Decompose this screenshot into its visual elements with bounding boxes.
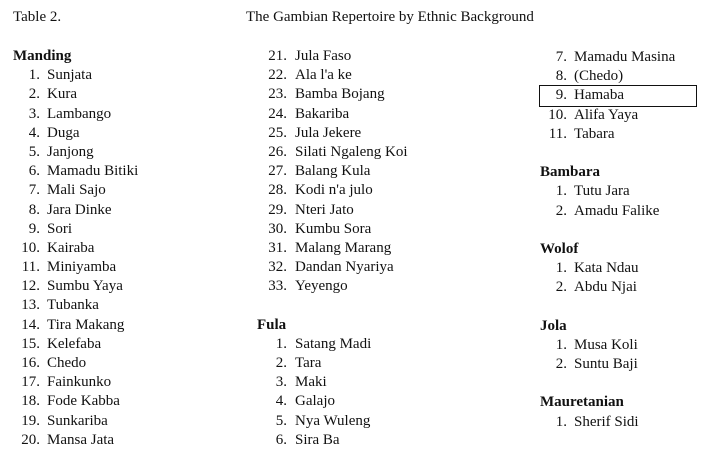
item-name: Kura [47,86,77,103]
item-number: 2. [275,355,287,371]
group-spacer [540,144,708,163]
item-name: Kumbu Sora [295,220,372,237]
highlighted-list-item [540,86,696,105]
item-name: Jara Dinke [47,201,112,218]
list-item [540,202,708,221]
item-number: 22. [268,67,287,84]
item-number: 33. [268,278,287,295]
item-number: 31. [268,239,287,256]
item-number: 2. [555,356,567,372]
item-name: Silati Ngaleng Koi [295,143,408,160]
item-number: 27. [268,163,287,180]
item-number: 10. [548,106,567,123]
item-number: 12. [21,278,40,295]
list-item [257,412,497,431]
list-item [257,105,497,124]
group-spacer [257,296,497,315]
item-name: Abdu Njai [574,279,637,296]
item-number: 8. [28,201,40,218]
item-number: 17. [21,374,40,391]
item-name: Tira Makang [47,316,125,333]
list-item [257,162,497,181]
item-name: Sori [47,220,73,237]
item-number: 6. [275,431,287,448]
item-number: 4. [28,124,40,141]
item-name: Bamba Bojang [295,86,385,103]
list-item [13,335,253,354]
group-heading-bambara: Bambara [540,164,600,181]
list-item [257,239,497,258]
item-number: 3. [28,105,40,122]
item-number: 1. [275,335,287,352]
item-name: Sunkariba [47,412,108,429]
list-item [257,47,497,66]
item-name: Kelefaba [47,335,102,352]
item-number: 1. [28,67,40,84]
item-name: Kodi n'a julo [295,182,373,199]
item-number: 2. [555,202,567,219]
group-heading-mauretanian: Mauretanian [540,394,624,411]
list-item [13,105,253,124]
group-heading-manding: Manding [13,48,72,64]
item-name: Hamaba [574,87,624,104]
item-name: Mamadu Bitiki [47,163,139,180]
item-number: 24. [268,105,287,122]
list-item [257,431,497,450]
item-name: Tara [295,355,322,371]
item-number: 10. [21,239,40,256]
column-3 [540,48,708,432]
table-title: The Gambian Repertoire by Ethnic Background [246,9,534,25]
item-number: 15. [21,335,40,352]
group-heading-fula: Fula [257,316,287,333]
list-item [257,85,497,104]
list-item [13,201,253,220]
item-name: Sherif Sidi [574,413,639,430]
item-number: 11. [21,259,40,276]
item-number: 9. [555,87,567,104]
item-number: 7. [28,182,40,199]
item-name: Sumbu Yaya [47,278,123,295]
item-number: 5. [275,412,287,429]
list-item [13,316,253,335]
item-number: 3. [275,374,287,391]
item-number: 18. [21,393,40,410]
item-number: 25. [268,124,287,141]
item-name: Jula Faso [295,48,352,64]
group-spacer [540,374,708,393]
list-item [257,392,497,411]
item-name: Miniyamba [47,259,117,276]
item-name: Balang Kula [295,163,371,180]
item-name: Kairaba [47,239,95,256]
item-name: Satang Madi [295,335,372,352]
item-number: 13. [21,297,40,314]
item-name: Chedo [47,355,87,371]
list-item [257,201,497,220]
item-name: Tutu Jara [574,183,630,200]
item-name: Yeyengo [295,278,348,295]
item-name: Kata Ndau [574,260,639,277]
column-1 [13,47,253,450]
item-name: Mali Sajo [47,182,106,199]
group-spacer [540,297,708,316]
list-item [540,355,708,374]
item-name: Sunjata [47,67,92,84]
item-name: Fainkunko [47,374,112,391]
item-name: Suntu Baji [574,356,638,372]
item-number: 2. [28,86,40,103]
list-item [13,239,253,258]
list-item [540,125,708,144]
item-number: 2. [555,279,567,296]
item-name: Ala l'a ke [295,67,352,84]
item-number: 29. [268,201,287,218]
column-2 [257,47,497,450]
group-heading-wolof: Wolof [540,240,579,257]
list-item [257,124,497,143]
item-name: Duga [47,124,80,141]
item-name: Malang Marang [295,239,392,256]
item-name: Jula Jekere [295,124,362,141]
item-name: Musa Koli [574,336,638,353]
list-item [540,182,708,201]
list-item [540,413,708,432]
item-number: 11. [548,125,567,142]
item-name: Lambango [47,105,112,122]
item-number: 1. [555,183,567,200]
list-item [540,67,708,86]
list-item [540,278,708,297]
list-item [257,373,497,392]
item-name: Tabara [574,125,615,142]
table-header [13,9,708,31]
list-item [540,106,708,125]
list-item [13,392,253,411]
item-name: Amadu Falike [574,202,660,219]
item-number: 28. [268,182,287,199]
item-number: 32. [268,259,287,276]
list-item [13,296,253,315]
list-item [257,335,497,354]
item-name: Nya Wuleng [295,412,371,429]
item-name: Galajo [295,393,335,410]
list-item [257,277,497,296]
item-name: Dandan Nyariya [295,259,394,276]
item-number: 7. [555,49,567,65]
list-item [257,258,497,277]
list-item [257,143,497,162]
item-name: Tubanka [47,297,99,314]
list-item [257,220,497,239]
item-name: Mansa Jata [47,431,115,448]
list-item [13,412,253,431]
item-number: 23. [268,86,287,103]
group-heading-jola: Jola [540,317,567,334]
list-item [13,220,253,239]
item-number: 26. [268,143,287,160]
item-name: Mamadu Masina [574,49,676,65]
item-number: 21. [268,48,287,64]
item-number: 16. [21,355,40,371]
item-number: 1. [555,336,567,353]
item-name: Alifa Yaya [574,106,639,123]
list-item [540,48,708,67]
list-item [13,124,253,143]
list-item [13,66,253,85]
item-number: 9. [28,220,40,237]
list-item [13,162,253,181]
list-item [257,181,497,200]
item-number: 4. [275,393,287,410]
item-number: 5. [28,143,40,160]
item-name: Janjong [47,143,94,160]
item-number: 1. [555,413,567,430]
list-item [13,354,253,373]
list-item [13,277,253,296]
item-number: 20. [21,431,40,448]
list-item [540,259,708,278]
item-number: 8. [555,68,567,85]
list-item [540,336,708,355]
item-name: Fode Kabba [47,393,120,410]
item-name: Sira Ba [295,431,340,448]
list-item [257,66,497,85]
table-label: Table 2. [13,9,62,25]
list-item [13,143,253,162]
item-name: Nteri Jato [295,201,354,218]
item-number: 6. [28,163,40,180]
item-number: 14. [21,316,40,333]
item-number: 30. [268,220,287,237]
list-item [13,85,253,104]
item-number: 1. [555,260,567,277]
item-name: Maki [295,374,327,391]
list-item [13,431,253,450]
item-number: 19. [21,412,40,429]
list-item [257,354,497,373]
list-item [13,258,253,277]
item-name: (Chedo) [574,68,624,85]
list-item [13,373,253,392]
item-name: Bakariba [295,105,350,122]
group-spacer [540,221,708,240]
list-item [13,181,253,200]
